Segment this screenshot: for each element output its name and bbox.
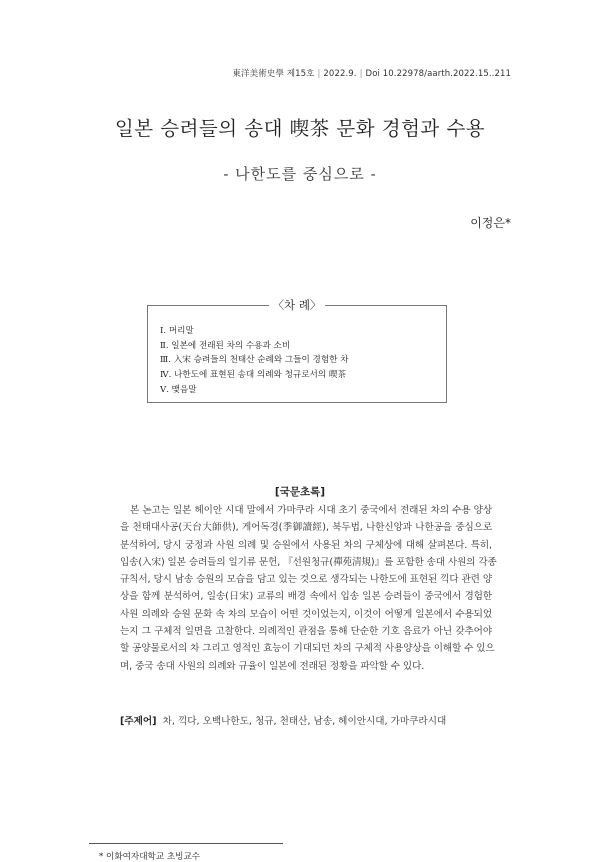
journal-issue: 제15호 [286, 69, 315, 79]
abstract-heading: [국문초록] [274, 486, 326, 498]
abstract-line: 입송(入宋) 일본 승려들의 일기류 문헌, 『선원청규(禪苑淸規)』를 포함한 송대 사원의 각종 [120, 556, 497, 568]
toc-list [160, 324, 348, 398]
paper-title: 일본 승려들의 송대 喫茶 문화 경험과 수용 [114, 117, 486, 140]
journal-header [232, 67, 511, 79]
abstract-line: 본 논고는 일본 헤이안 시대 말에서 가마쿠라 시대 초기 중국에서 전래된 차의 수용 양상 [130, 505, 492, 516]
toc-item: Ⅰ. 머리말 [160, 326, 194, 336]
abstract-line: 상을 함께 분석하여, 일송(日宋) 교류의 배경 속에서 입송 일본 승려들이 중국에서 경험한 [120, 591, 492, 603]
header-separator: | [359, 69, 363, 79]
toc-item: Ⅴ. 맺음말 [160, 384, 197, 395]
abstract-line: 사원 의례와 승원 문화 속 차의 모습이 어떤 것이었는지, 이것이 어떻게 일본에서 수용되었 [120, 608, 492, 620]
toc-item: Ⅳ. 나한도에 표현된 송대 의례와 청규로서의 喫茶 [160, 370, 347, 381]
toc-heading-label: 〈차 례〉 [269, 298, 326, 312]
author-footnote: * 이화여자대학교 초빙교수 [99, 852, 201, 862]
table-of-contents [147, 298, 447, 403]
footnote-divider [89, 843, 283, 844]
abstract-line: 을 천태대사공(天台大師供), 게어독경(季御讀經), 북두법, 나한신앙과 나한공을 중심으로 [120, 522, 492, 534]
keywords-label: [주제어] [120, 716, 157, 727]
keywords-text: 차, 끽다, 오백나한도, 청규, 천태산, 남송, 헤이안시대, 가마쿠라시대 [162, 716, 447, 727]
abstract-line: 며, 중국 송대 사원의 의례와 규율이 일본에 전래된 정황을 파악할 수 있다. [120, 660, 425, 672]
journal-name: 東洋美術史學 [232, 69, 284, 79]
toc-item: Ⅱ. 일본에 전래된 차의 수용과 소비 [160, 340, 291, 351]
author-name: 이정은* [470, 216, 511, 230]
abstract-line: 는지 그 구체적 일면을 고찰한다. 의례적인 관점을 통해 단순한 기호 음료가 아닌 갖추어야 [120, 626, 492, 638]
toc-item: Ⅲ. 入宋 승려들의 천태산 순례와 그들이 경험한 차 [160, 355, 349, 366]
journal-date: 2022.9. [323, 69, 357, 79]
keywords [120, 713, 446, 727]
abstract-body [120, 502, 497, 675]
header-separator: | [317, 69, 321, 79]
toc-heading [148, 297, 446, 313]
abstract-line: 규칙서, 당시 남송 승원의 모습을 담고 있는 것으로 생각되는 나한도에 표현된 끽다 관련 양 [120, 574, 492, 586]
abstract-line: 할 공양물로서의 차 그리고 영적인 효능이 기대되던 차의 구체적 사용양상을 이해할 수 있으 [120, 643, 495, 655]
abstract-line: 분석하여, 당시 궁정과 사원 의례 및 승원에서 사용된 차의 구체상에 대해 살펴본다. 특히, [120, 539, 492, 551]
paper-subtitle: - 나한도를 중심으로 - [223, 165, 377, 183]
journal-doi: Doi 10.22978/aarth.2022.15..211 [365, 69, 511, 79]
